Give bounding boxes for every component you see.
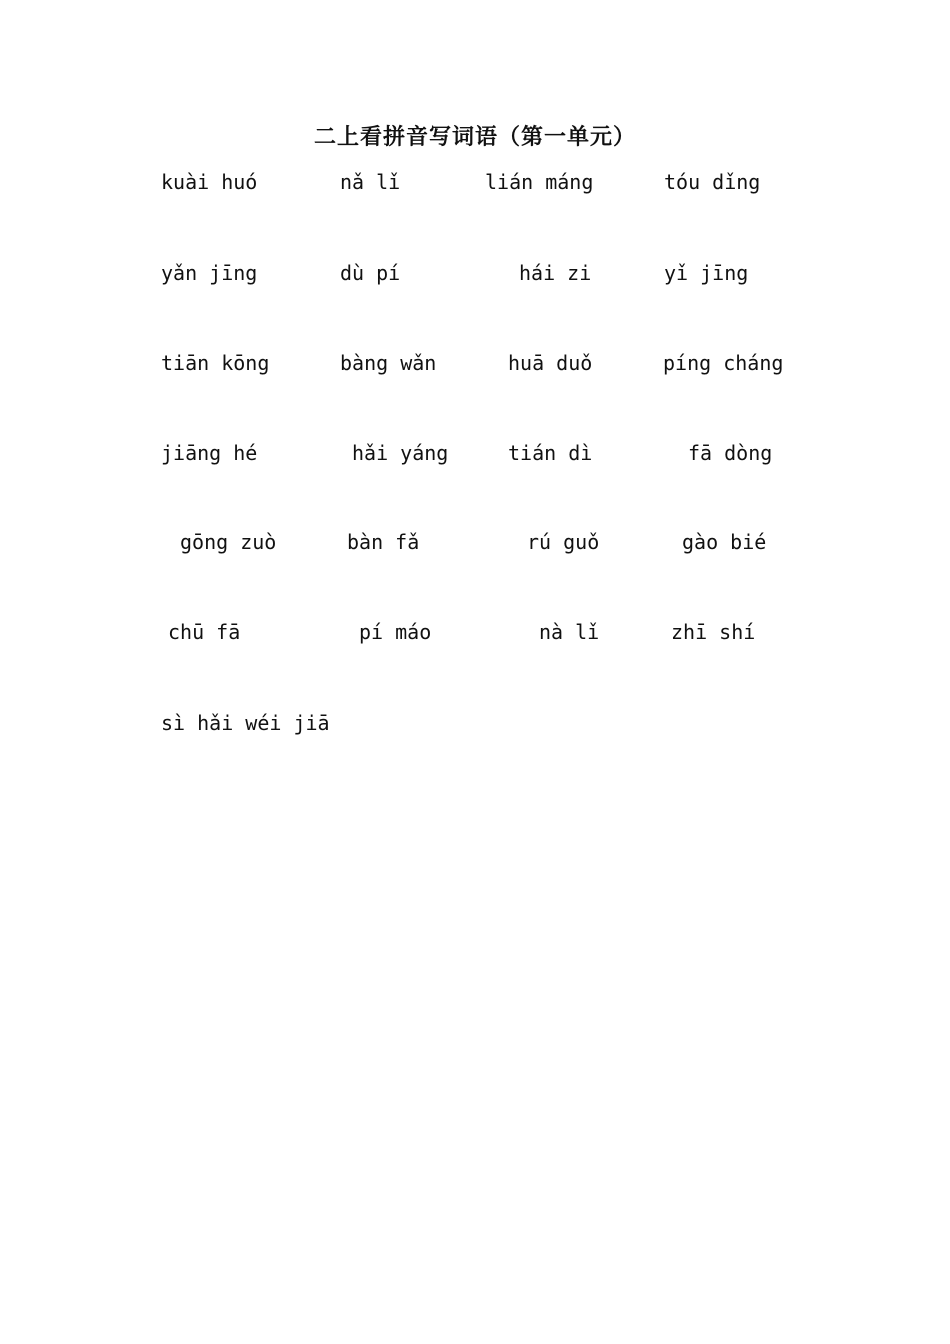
page-title: 二上看拼音写词语（第一单元）	[313, 125, 636, 150]
pinyin-word: sì hǎi wéi jiā	[161, 711, 330, 735]
pinyin-word: gōng zuò	[180, 530, 277, 554]
pinyin-word: jiāng hé	[161, 441, 258, 465]
pinyin-word: gào bié	[682, 530, 767, 554]
pinyin-word: chū fā	[168, 620, 241, 644]
pinyin-word: pí máo	[359, 620, 432, 644]
pinyin-word: dù pí	[340, 261, 401, 285]
pinyin-word: lián máng	[485, 170, 594, 194]
pinyin-word: nà lǐ	[539, 620, 600, 644]
pinyin-word: nǎ lǐ	[340, 170, 401, 194]
pinyin-word: tóu dǐng	[664, 170, 761, 194]
pinyin-word: hái zi	[519, 261, 592, 285]
pinyin-word: tiān kōng	[161, 351, 270, 375]
pinyin-word: tián dì	[508, 441, 593, 465]
pinyin-word: rú guǒ	[527, 530, 600, 554]
pinyin-word: fā dòng	[688, 441, 773, 465]
pinyin-word: yǎn jīng	[161, 261, 258, 285]
pinyin-word: huā duǒ	[508, 351, 593, 375]
pinyin-word: píng cháng	[663, 351, 784, 375]
pinyin-word: yǐ jīng	[664, 261, 749, 285]
pinyin-word: kuài huó	[161, 170, 258, 194]
pinyin-word: bàng wǎn	[340, 351, 437, 375]
pinyin-word: bàn fǎ	[347, 530, 420, 554]
pinyin-word: zhī shí	[671, 620, 756, 644]
pinyin-word: hǎi yáng	[352, 441, 449, 465]
